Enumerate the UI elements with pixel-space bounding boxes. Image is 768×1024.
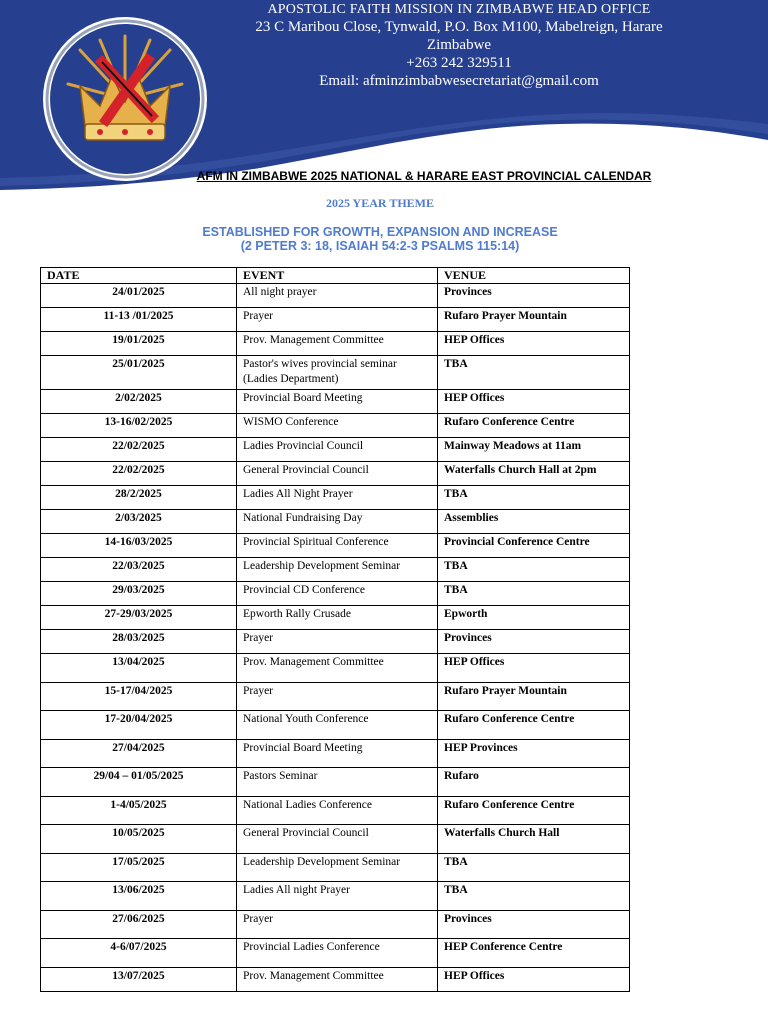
- cell-event: National Ladies Conference: [237, 796, 438, 825]
- table-row: [41, 606, 630, 630]
- cell-date: 22/03/2025: [41, 558, 237, 582]
- table-row: [41, 414, 630, 438]
- letterhead: [224, 4, 694, 90]
- cell-event: Epworth Rally Crusade: [237, 606, 438, 630]
- address-line-1: 23 C Maribou Close, Tynwald, P.O. Box M100, Mabelreign, Harare: [255, 19, 663, 35]
- table-header-row: [41, 268, 630, 284]
- cell-date: 27/04/2025: [41, 739, 237, 768]
- cell-event: All night prayer: [237, 284, 438, 308]
- cell-date: 10/05/2025: [41, 825, 237, 854]
- year-theme-label: 2025 YEAR THEME: [325, 196, 434, 210]
- cell-date: 2/03/2025: [41, 510, 237, 534]
- cell-event: Pastors Seminar: [237, 768, 438, 797]
- table-row: [41, 510, 630, 534]
- table-row: [41, 768, 630, 797]
- calendar-table-body: [41, 284, 630, 992]
- address-line-2: Zimbabwe: [426, 37, 492, 53]
- cell-date: 27/06/2025: [41, 910, 237, 939]
- cell-event: Provincial Board Meeting: [237, 739, 438, 768]
- table-row: [41, 308, 630, 332]
- cell-venue: TBA: [438, 356, 630, 390]
- cell-venue: Provinces: [438, 284, 630, 308]
- cell-date: 17-20/04/2025: [41, 711, 237, 740]
- cell-venue: Waterfalls Church Hall at 2pm: [438, 462, 630, 486]
- theme-scripture: (2 PETER 3: 18, ISAIAH 54:2-3 PSALMS 115:14): [240, 239, 520, 253]
- organization-name: APOSTOLIC FAITH MISSION IN ZIMBABWE HEAD OFFICE: [267, 4, 651, 16]
- cell-date: 14-16/03/2025: [41, 534, 237, 558]
- table-row: [41, 853, 630, 882]
- table-row: [41, 910, 630, 939]
- cell-date: 13/07/2025: [41, 967, 237, 991]
- cell-date: 22/02/2025: [41, 462, 237, 486]
- cell-event: Provincial CD Conference: [237, 582, 438, 606]
- cell-event: Provincial Spiritual Conference: [237, 534, 438, 558]
- cell-venue: Rufaro Conference Centre: [438, 711, 630, 740]
- cell-venue: HEP Provinces: [438, 739, 630, 768]
- table-row: [41, 284, 630, 308]
- cell-date: 11-13 /01/2025: [41, 308, 237, 332]
- cell-date: 27-29/03/2025: [41, 606, 237, 630]
- email-address: Email: afminzimbabwesecretariat@gmail.com: [319, 73, 599, 89]
- cell-event: Prayer: [237, 910, 438, 939]
- cell-venue: HEP Offices: [438, 332, 630, 356]
- cell-venue: Assemblies: [438, 510, 630, 534]
- cell-venue: HEP Conference Centre: [438, 939, 630, 968]
- cell-date: 24/01/2025: [41, 284, 237, 308]
- cell-event: General Provincial Council: [237, 462, 438, 486]
- cell-venue: Provincial Conference Centre: [438, 534, 630, 558]
- cell-venue: Mainway Meadows at 11am: [438, 438, 630, 462]
- table-row: [41, 332, 630, 356]
- table-row: [41, 486, 630, 510]
- cell-event: Ladies All Night Prayer: [237, 486, 438, 510]
- table-row: [41, 630, 630, 654]
- cell-venue: Rufaro Prayer Mountain: [438, 682, 630, 711]
- cell-event: WISMO Conference: [237, 414, 438, 438]
- cell-date: 25/01/2025: [41, 356, 237, 390]
- cell-event: Leadership Development Seminar: [237, 558, 438, 582]
- cell-date: 13/04/2025: [41, 654, 237, 683]
- cell-event: Provincial Board Meeting: [237, 390, 438, 414]
- cell-event: Prov. Management Committee: [237, 654, 438, 683]
- table-row: [41, 654, 630, 683]
- cell-venue: TBA: [438, 558, 630, 582]
- cell-venue: TBA: [438, 882, 630, 911]
- cell-date: 22/02/2025: [41, 438, 237, 462]
- table-row: [41, 739, 630, 768]
- cell-event: Prayer: [237, 308, 438, 332]
- cell-venue: HEP Offices: [438, 967, 630, 991]
- calendar-table: [40, 267, 630, 992]
- cell-event: Prov. Management Committee: [237, 332, 438, 356]
- cell-date: 4-6/07/2025: [41, 939, 237, 968]
- cell-event: National Youth Conference: [237, 711, 438, 740]
- cell-date: 19/01/2025: [41, 332, 237, 356]
- table-row: [41, 825, 630, 854]
- header-date: DATE: [41, 268, 237, 284]
- cell-venue: HEP Offices: [438, 390, 630, 414]
- afm-logo: [40, 14, 210, 184]
- cell-date: 2/02/2025: [41, 390, 237, 414]
- table-row: [41, 534, 630, 558]
- cell-date: 15-17/04/2025: [41, 682, 237, 711]
- cell-date: 13/06/2025: [41, 882, 237, 911]
- cell-venue: Rufaro: [438, 768, 630, 797]
- cell-event: Prayer: [237, 682, 438, 711]
- cell-date: 17/05/2025: [41, 853, 237, 882]
- cell-venue: Waterfalls Church Hall: [438, 825, 630, 854]
- phone-number: +263 242 329511: [406, 55, 512, 71]
- cell-venue: Provinces: [438, 630, 630, 654]
- cell-venue: TBA: [438, 486, 630, 510]
- cell-event: Ladies All night Prayer: [237, 882, 438, 911]
- cell-date: 29/04 – 01/05/2025: [41, 768, 237, 797]
- table-row: [41, 438, 630, 462]
- cell-venue: Epworth: [438, 606, 630, 630]
- cell-event: Pastor's wives provincial seminar (Ladies Department): [237, 356, 438, 390]
- cell-date: 13-16/02/2025: [41, 414, 237, 438]
- calendar-title: AFM IN ZIMBABWE 2025 NATIONAL & HARARE EAST PROVINCIAL CALENDAR: [196, 169, 652, 183]
- cell-date: 1-4/05/2025: [41, 796, 237, 825]
- table-row: [41, 462, 630, 486]
- table-row: [41, 558, 630, 582]
- cell-event: General Provincial Council: [237, 825, 438, 854]
- cell-event: Ladies Provincial Council: [237, 438, 438, 462]
- table-row: [41, 882, 630, 911]
- cell-event: Prayer: [237, 630, 438, 654]
- cell-date: 28/03/2025: [41, 630, 237, 654]
- cell-venue: Provinces: [438, 910, 630, 939]
- cell-venue: HEP Offices: [438, 654, 630, 683]
- table-row: [41, 939, 630, 968]
- cell-venue: Rufaro Conference Centre: [438, 796, 630, 825]
- table-row: [41, 796, 630, 825]
- table-row: [41, 967, 630, 991]
- cell-venue: TBA: [438, 582, 630, 606]
- theme-line-1: ESTABLISHED FOR GROWTH, EXPANSION AND INCREASE: [202, 225, 558, 239]
- table-row: [41, 390, 630, 414]
- header-event: EVENT: [237, 268, 438, 284]
- header-venue: VENUE: [438, 268, 630, 284]
- cell-date: 28/2/2025: [41, 486, 237, 510]
- cell-event: Leadership Development Seminar: [237, 853, 438, 882]
- cell-event: Prov. Management Committee: [237, 967, 438, 991]
- theme-text: [0, 225, 760, 253]
- cell-venue: Rufaro Conference Centre: [438, 414, 630, 438]
- table-row: [41, 682, 630, 711]
- cell-event: National Fundraising Day: [237, 510, 438, 534]
- table-row: [41, 711, 630, 740]
- cell-venue: Rufaro Prayer Mountain: [438, 308, 630, 332]
- cell-venue: TBA: [438, 853, 630, 882]
- cell-event: Provincial Ladies Conference: [237, 939, 438, 968]
- table-row: [41, 356, 630, 390]
- table-row: [41, 582, 630, 606]
- cell-date: 29/03/2025: [41, 582, 237, 606]
